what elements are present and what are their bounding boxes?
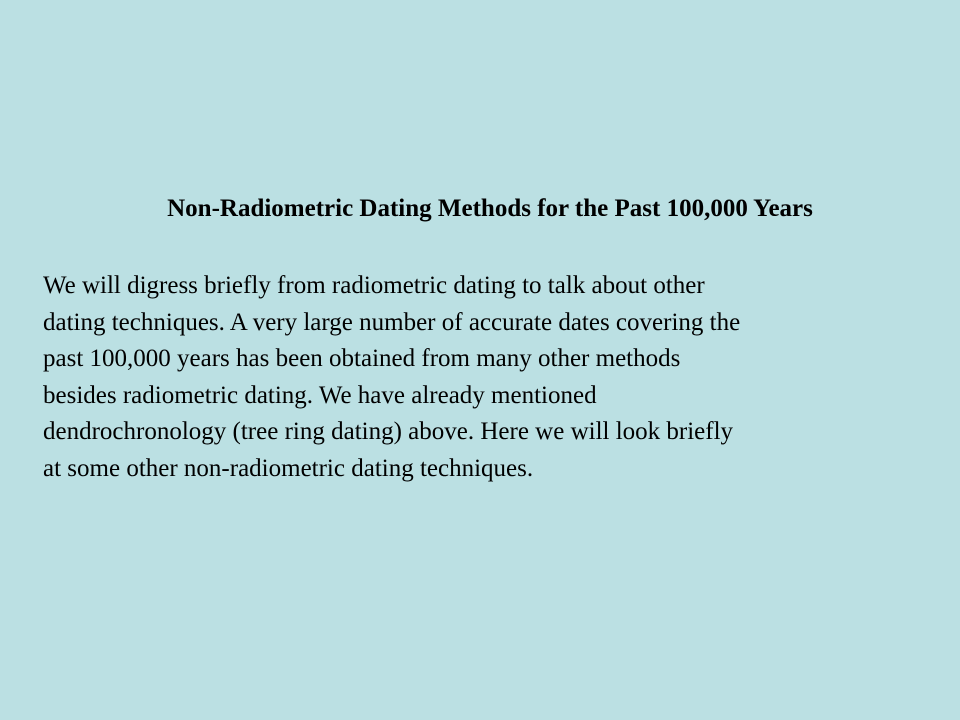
body-line: at some other non-radiometric dating techniques.	[43, 454, 534, 482]
body-line: dendrochronology (tree ring dating) above. Here we will look briefly	[43, 418, 734, 445]
slide-body	[43, 268, 943, 487]
body-line: dating techniques. A very large number of accurate dates covering the	[43, 308, 741, 336]
body-line: past 100,000 years has been obtained from many other methods	[43, 345, 681, 372]
body-line: We will digress briefly from radiometric dating to talk about other	[43, 272, 705, 299]
slide-title: Non-Radiometric Dating Methods for the Past 100,000 Years	[167, 195, 813, 222]
body-line: besides radiometric dating. We have already mentioned	[43, 381, 597, 409]
